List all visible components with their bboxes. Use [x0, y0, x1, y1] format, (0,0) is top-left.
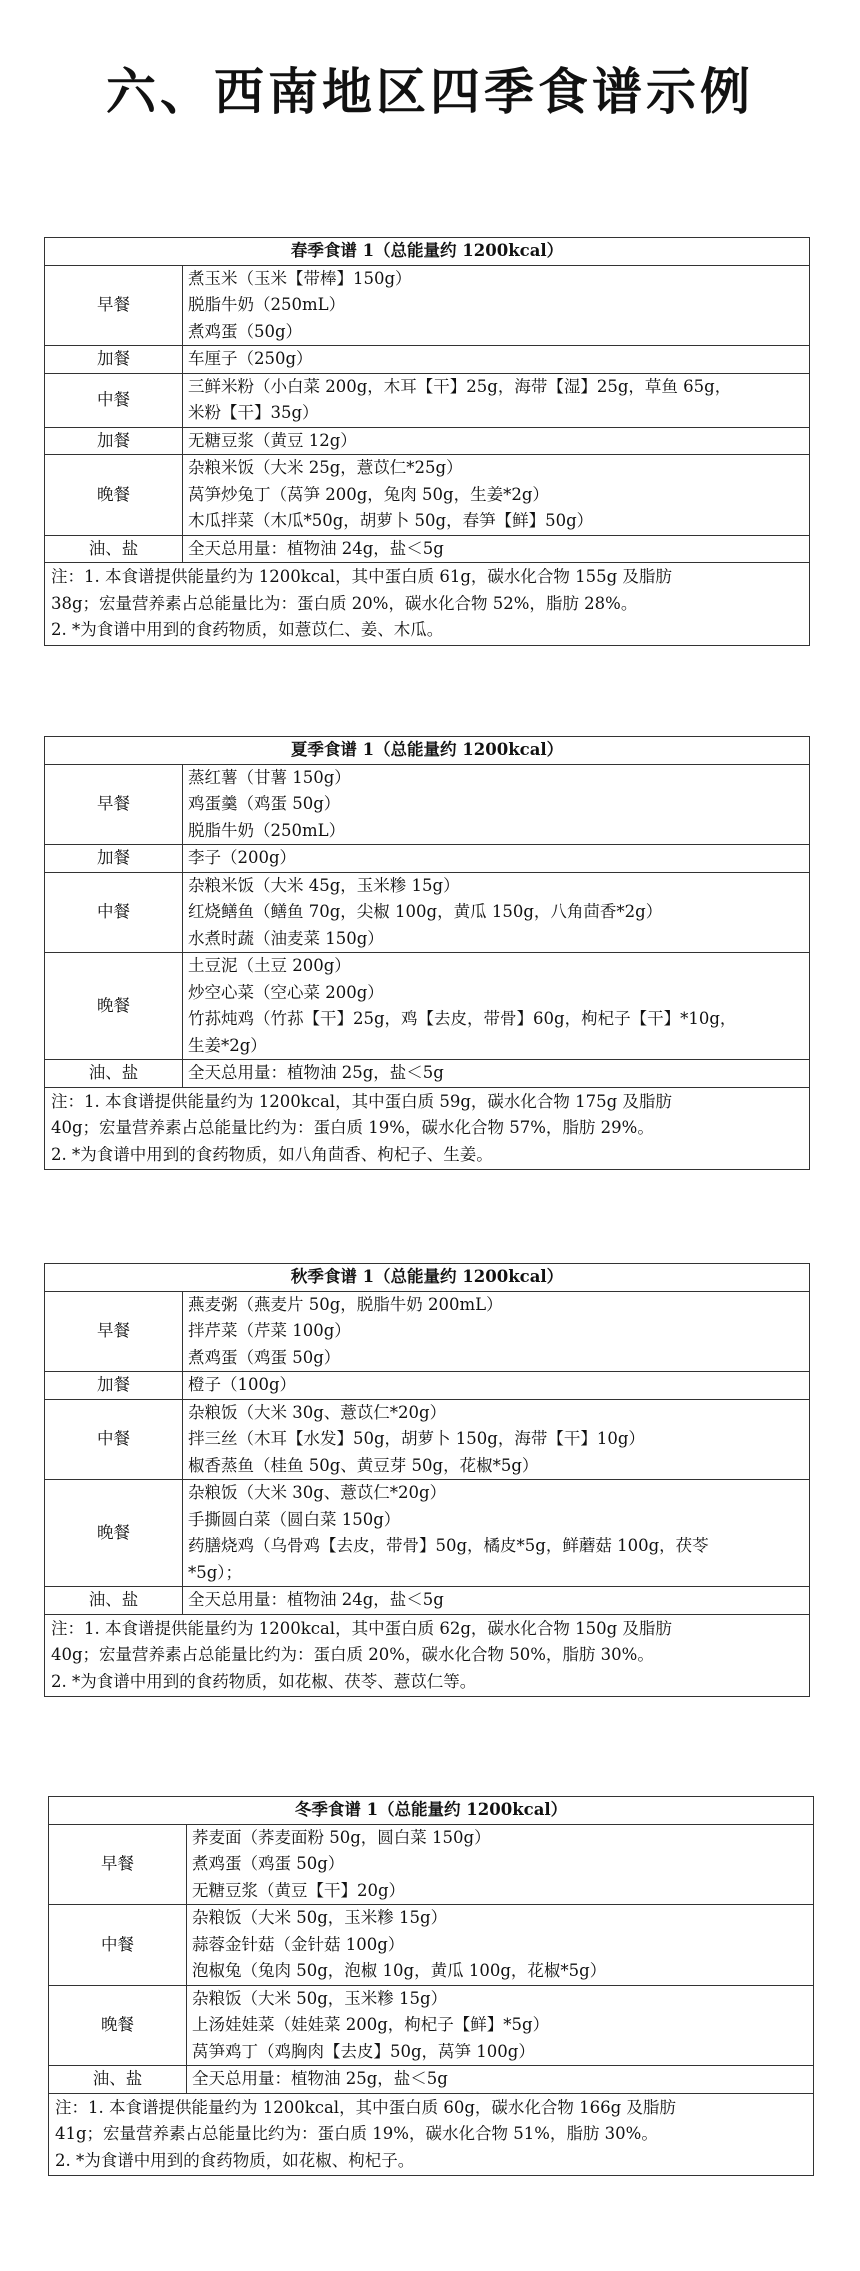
food-item: 米粉【干】35g）: [188, 403, 319, 422]
meal-row: [45, 1587, 810, 1615]
meal-items: [183, 953, 810, 1060]
meal-name: 加餐: [45, 1372, 183, 1400]
winter-menu-table: [48, 1796, 814, 2176]
meal-row: [45, 535, 810, 563]
meal-name: 中餐: [45, 1399, 183, 1480]
note-line: 注：1. 本食谱提供能量约为 1200kcal，其中蛋白质 62g，碳水化合物 150g 及脂肪: [51, 1618, 672, 1638]
meal-items: [183, 265, 810, 346]
meal-row: [45, 346, 810, 374]
meal-row: [45, 427, 810, 455]
note-line: 2. *为食谱中用到的食药物质，如薏苡仁、姜、木瓜。: [51, 620, 444, 639]
food-item: 全天总用量：植物油 25g，盐＜5g: [188, 1063, 444, 1082]
food-item: 药膳烧鸡（乌骨鸡【去皮，带骨】50g，橘皮*5g，鲜蘑菇 100g，茯苓: [188, 1536, 709, 1555]
meal-items: [183, 1372, 810, 1400]
note-line: 38g；宏量营养素占总能量比为：蛋白质 20%，碳水化合物 52%，脂肪 28%。: [51, 593, 638, 613]
meal-name: 早餐: [49, 1824, 187, 1905]
meal-items: [183, 1480, 810, 1587]
meal-name: 中餐: [49, 1905, 187, 1986]
meal-items: [183, 346, 810, 374]
food-item: 煮玉米（玉米【带棒】150g）: [188, 268, 412, 288]
note-line: 注：1. 本食谱提供能量约为 1200kcal，其中蛋白质 60g，碳水化合物 166g 及脂肪: [55, 2097, 676, 2117]
meal-name: 晚餐: [45, 455, 183, 536]
menu-title: 春季食谱 1（总能量约 1200kcal）: [45, 238, 810, 266]
meal-row: [45, 872, 810, 953]
meal-name: 晚餐: [49, 1985, 187, 2066]
meal-row: [45, 1480, 810, 1587]
meal-row: [45, 1372, 810, 1400]
menu-title: 夏季食谱 1（总能量约 1200kcal）: [45, 737, 810, 765]
note-line: 2. *为食谱中用到的食药物质，如八角茴香、枸杞子、生姜。: [51, 1144, 493, 1164]
meal-row: [45, 1399, 810, 1480]
meal-row: [49, 2066, 814, 2094]
food-item: 上汤娃娃菜（娃娃菜 200g，枸杞子【鲜】*5g）: [192, 2015, 550, 2034]
meal-name: 油、盐: [45, 1587, 183, 1615]
food-item: 竹荪炖鸡（竹荪【干】25g，鸡【去皮，带骨】60g，枸杞子【干】*10g，: [188, 1009, 737, 1028]
meal-row: [45, 455, 810, 536]
note-line: 注：1. 本食谱提供能量约为 1200kcal，其中蛋白质 59g，碳水化合物 175g 及脂肪: [51, 1091, 672, 1111]
meal-items: [187, 1905, 814, 1986]
food-item: 煮鸡蛋（50g）: [188, 321, 303, 341]
note-line: 注：1. 本食谱提供能量约为 1200kcal，其中蛋白质 61g，碳水化合物 155g 及脂肪: [51, 567, 672, 586]
food-item: 荞麦面（荞麦面粉 50g，圆白菜 150g）: [192, 1827, 491, 1847]
meal-items: [183, 1060, 810, 1088]
autumn-menu-table: [44, 1263, 810, 1697]
meal-items: [183, 872, 810, 953]
meal-name: 早餐: [45, 764, 183, 845]
food-item: 泡椒兔（兔肉 50g，泡椒 10g，黄瓜 100g，花椒*5g）: [192, 1961, 607, 1980]
meal-row: [45, 265, 810, 346]
food-item: 椒香蒸鱼（桂鱼 50g、黄豆芽 50g，花椒*5g）: [188, 1455, 539, 1475]
meal-name: 加餐: [45, 845, 183, 873]
meal-items: [183, 535, 810, 563]
food-item: 鸡蛋羹（鸡蛋 50g）: [188, 794, 341, 813]
meal-name: 油、盐: [49, 2066, 187, 2094]
food-item: *5g）；: [188, 1562, 243, 1582]
food-item: 全天总用量：植物油 24g，盐＜5g: [188, 538, 444, 558]
meal-items: [183, 1399, 810, 1480]
meal-name: 早餐: [45, 1291, 183, 1372]
meal-row: [49, 1985, 814, 2066]
food-item: 杂粮饭（大米 50g，玉米糁 15g）: [192, 1988, 448, 2008]
food-item: 三鲜米粉（小白菜 200g，木耳【干】25g，海带【湿】25g，草鱼 65g，: [188, 376, 732, 396]
food-item: 无糖豆浆（黄豆 12g）: [188, 430, 357, 450]
summer-menu-table: [44, 736, 810, 1170]
note-line: 41g；宏量营养素占总能量比约为：蛋白质 19%，碳水化合物 51%，脂肪 30%。: [55, 2124, 658, 2143]
food-item: 蒜蓉金针菇（金针菇 100g）: [192, 1934, 405, 1954]
meal-items: [183, 373, 810, 427]
food-item: 无糖豆浆（黄豆【干】20g）: [192, 1880, 406, 1900]
food-item: 杂粮饭（大米 30g、薏苡仁*20g）: [188, 1483, 447, 1502]
food-item: 莴笋鸡丁（鸡胸肉【去皮】50g，莴笋 100g）: [192, 2041, 535, 2061]
food-item: 拌三丝（木耳【水发】50g，胡萝卜 150g，海带【干】10g）: [188, 1429, 645, 1448]
food-item: 杂粮米饭（大米 25g，薏苡仁*25g）: [188, 458, 463, 477]
note-line: 2. *为食谱中用到的食药物质，如花椒、枸杞子。: [55, 2150, 415, 2170]
food-item: 手撕圆白菜（圆白菜 150g）: [188, 1509, 401, 1529]
meal-items: [183, 1291, 810, 1372]
food-item: 橙子（100g）: [188, 1375, 297, 1394]
meal-name: 晚餐: [45, 953, 183, 1060]
meal-row: [49, 1905, 814, 1986]
notes-row: [45, 1087, 810, 1170]
meal-name: 加餐: [45, 427, 183, 455]
food-item: 木瓜拌菜（木瓜*50g，胡萝卜 50g，春笋【鲜】50g）: [188, 511, 594, 530]
meal-items: [183, 845, 810, 873]
meal-row: [49, 1824, 814, 1905]
meal-items: [187, 2066, 814, 2094]
meal-items: [183, 1587, 810, 1615]
meal-row: [45, 764, 810, 845]
food-item: 全天总用量：植物油 25g，盐＜5g: [192, 2069, 448, 2088]
menu-title: 冬季食谱 1（总能量约 1200kcal）: [49, 1797, 814, 1825]
food-item: 煮鸡蛋（鸡蛋 50g）: [188, 1347, 341, 1367]
note-line: 40g；宏量营养素占总能量比约为：蛋白质 20%，碳水化合物 50%，脂肪 30%。: [51, 1645, 654, 1664]
food-item: 杂粮饭（大米 50g，玉米糁 15g）: [192, 1908, 448, 1927]
food-item: 杂粮米饭（大米 45g，玉米糁 15g）: [188, 875, 460, 895]
meal-name: 中餐: [45, 872, 183, 953]
food-item: 车厘子（250g）: [188, 349, 313, 368]
food-item: 土豆泥（土豆 200g）: [188, 956, 351, 975]
menu-title: 秋季食谱 1（总能量约 1200kcal）: [45, 1264, 810, 1292]
meal-items: [187, 1985, 814, 2066]
food-item: 全天总用量：植物油 24g，盐＜5g: [188, 1590, 444, 1609]
food-item: 煮鸡蛋（鸡蛋 50g）: [192, 1854, 345, 1873]
meal-name: 油、盐: [45, 535, 183, 563]
menu-notes: [45, 1087, 810, 1170]
meal-items: [183, 455, 810, 536]
notes-row: [45, 563, 810, 646]
meal-row: [45, 1060, 810, 1088]
meal-row: [45, 373, 810, 427]
meal-items: [187, 1824, 814, 1905]
food-item: 生姜*2g）: [188, 1035, 267, 1055]
food-item: 水煮时蔬（油麦菜 150g）: [188, 928, 384, 948]
meal-name: 中餐: [45, 373, 183, 427]
food-item: 李子（200g）: [188, 848, 297, 867]
food-item: 燕麦粥（燕麦片 50g，脱脂牛奶 200mL）: [188, 1294, 503, 1314]
food-item: 脱脂牛奶（250mL）: [188, 295, 346, 314]
meal-name: 晚餐: [45, 1480, 183, 1587]
notes-row: [49, 2093, 814, 2176]
meal-row: [45, 953, 810, 1060]
note-line: 40g；宏量营养素占总能量比约为：蛋白质 19%，碳水化合物 57%，脂肪 29%。: [51, 1118, 654, 1137]
food-item: 拌芹菜（芹菜 100g）: [188, 1321, 351, 1340]
page-title: 六、西南地区四季食谱示例: [106, 63, 754, 121]
food-item: 蒸红薯（甘薯 150g）: [188, 767, 351, 787]
food-item: 脱脂牛奶（250mL）: [188, 820, 346, 840]
meal-items: [183, 764, 810, 845]
meal-items: [183, 427, 810, 455]
meal-name: 加餐: [45, 346, 183, 374]
note-line: 2. *为食谱中用到的食药物质，如花椒、茯苓、薏苡仁等。: [51, 1671, 477, 1691]
food-item: 莴笋炒兔丁（莴笋 200g，兔肉 50g，生姜*2g）: [188, 484, 549, 504]
meal-name: 早餐: [45, 265, 183, 346]
menu-notes: [45, 563, 810, 646]
meal-row: [45, 845, 810, 873]
spring-menu-table: [44, 237, 810, 646]
food-item: 杂粮饭（大米 30g、薏苡仁*20g）: [188, 1402, 447, 1422]
food-item: 炒空心菜（空心菜 200g）: [188, 982, 384, 1002]
menu-notes: [45, 1614, 810, 1697]
meal-name: 油、盐: [45, 1060, 183, 1088]
menu-notes: [49, 2093, 814, 2176]
food-item: 红烧鳝鱼（鳝鱼 70g，尖椒 100g，黄瓜 150g，八角茴香*2g）: [188, 902, 663, 921]
notes-row: [45, 1614, 810, 1697]
meal-row: [45, 1291, 810, 1372]
